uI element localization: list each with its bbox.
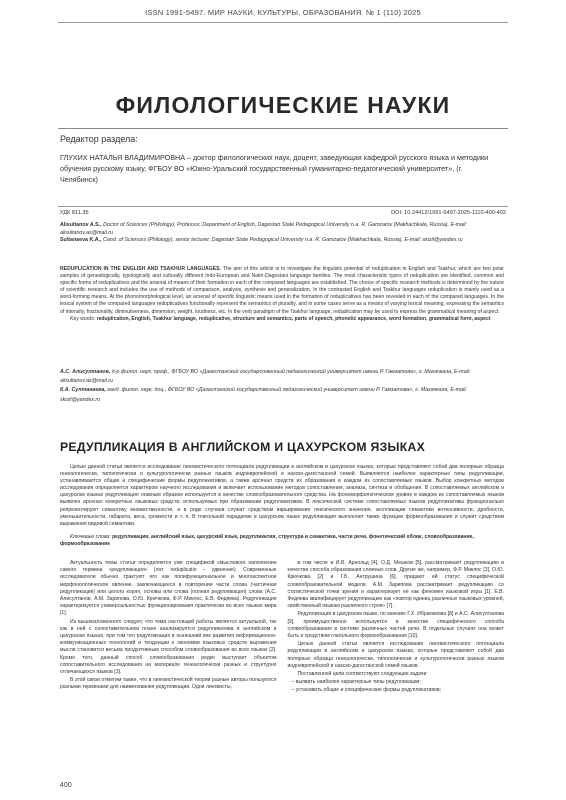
article-title: РЕДУПЛИКАЦИЯ В АНГЛИЙСКОМ И ЦАХУРСКОМ ЯЗЫКАХ	[60, 440, 426, 454]
author-en-1-name: Alisultanov A.S.,	[60, 222, 102, 228]
doi-link[interactable]: DOI: 10.24412/1991-5497-2025-1110-400-402	[391, 210, 506, 216]
task-list-item: – выявить наиболее характерные типы редупликации;	[291, 679, 421, 686]
editor-label: Редактор раздела:	[60, 134, 138, 144]
author-en-1-details: Doctor of Sciences (Philology), Professor, Department of English, Dagestan State Pedagogical University n.a. R. Gamzatov (Makhachkala, Russia), E-mail: alisultanov.as@mail.ru	[60, 222, 467, 236]
keywords-en-label: Key words:	[70, 315, 96, 322]
body-paragraph: Актуальность темы статьи определяется уже спецификой смыслового наполнения самого термина «редупликация» (лат. reduplicatio – удвоение). Современные исследователи обычно трактуют его как полифункциональное и многоаспектное морфонологическое явление, заключающееся в повторении части слова (частичная редупликация) или целого корня, основы или слова (полная редупликация) слова (А.С. Алисултанов, А.М. Зарипова, О.Ю. Крючкова, Ф.Р. Миклос, Е.В. Федяева). Редупликация характеризуется универсальностью функционирования практически во всех языках мира [1].	[60, 560, 277, 617]
section-title: ФИЛОЛОГИЧЕСКИЕ НАУКИ	[115, 92, 451, 118]
udc-code: УДК 811.35	[60, 210, 89, 216]
body-columns	[60, 560, 504, 696]
author-en-1	[60, 222, 504, 237]
author-ru-2-name: К.А. Султанаева,	[60, 387, 106, 394]
keywords-ru-text: редупликация, английский язык, цахурский язык, редупликатив, структура и семантика, части речи, фонетический облик, словообразование, формообразование	[60, 534, 474, 548]
author-ru-2	[60, 386, 504, 404]
body-paragraph: Редупликация в цахурском языке, по мнению Г.Х. Ибрагимова [8] и А.С. Алисултанова [9], преимущественно используется в качестве специфического способа словообразования в системе различных частей речи. В отдельных случаях она может быть и средством глагольного формообразования [10].	[287, 611, 504, 640]
authors-english	[60, 222, 504, 245]
abstract-english	[60, 266, 504, 323]
body-column-left	[60, 560, 277, 696]
keywords-russian	[60, 534, 504, 548]
abstract-en-title: REDUPLICATION IN THE ENGLISH AND TSAKHUR LANGUAGES.	[60, 266, 221, 272]
body-paragraph: В этой связи отметим также, что в лингвистической теории разные авторы пользуются разными терминами для наименования редупликации. Одни лингвисты,	[60, 677, 277, 691]
keywords-ru-label: Ключевые слова:	[70, 534, 111, 540]
keywords-en	[60, 316, 504, 323]
keywords-en-text: reduplication, English, Tsakhur language, reduplicative, structure and semantics, parts of speech, phonetic appearance, word formation, grammatical form, aspect	[95, 315, 491, 322]
author-ru-1-name: А.С. Алисултанов,	[60, 369, 111, 375]
editor-text: ГЛУХИХ НАТАЛЬЯ ВЛАДИМИРОВНА – доктор филологических наук, доцент, заведующая кафедрой русского языка и методики обучения русскому языку, ФГБОУ ВО «Южно-Уральский государственный гуманитарно-педагогический университет», (г. Челябинск)	[60, 153, 489, 184]
author-ru-1-details: д-р филол. наук, проф., ФГБОУ ВО «Дагестанский государственный педагогический университет имени Р. Гамзатова», г. Махачкала, E-mail: alisultanov.as@mail.ru	[60, 369, 471, 385]
task-list-item: – установить общие и специфические формы редупликативов;	[291, 687, 442, 694]
page-number: 400	[60, 782, 72, 789]
author-en-2	[60, 237, 504, 245]
author-en-2-details: Cand. of Sciences (Philology), senior lecturer, Dagestan State Pedagogical University n.a. R. Gamzatov (Makhachkala, Russia), E-mail: skizil@yandex.ru	[101, 237, 463, 243]
author-ru-1	[60, 368, 504, 386]
journal-header: ISSN 1991-5497. МИР НАУКИ, КУЛЬТУРЫ, ОБРАЗОВАНИЯ. № 1 (110) 2025	[145, 8, 421, 17]
body-paragraph: Из вышеизложенного следует, что тема настоящей работы является актуальной, так как в ней с сопоставительном плане анализируется редупликатива в английском и цахурском языках, при том что редупликация в нынешний век развития информационно-коммуникационных технологий и тенденции к экономии языковых средств выражения мысли становится весьма продуктивным способом словообразования во всех языках [2]. Кроме того, данный способ словообразования редко выступает объектом сопоставительного исследования на материале генеалогически разных и структурно отличающихся языков [3].	[60, 618, 277, 676]
author-en-2-name: Sultanaeva K.A.,	[60, 237, 102, 243]
body-paragraph: Целью данной статьи является исследование лингвистического потенциала редупликации в английском и цахурском языках, которые представляют собой два полярных образца генеалогически, типологически и культурологически разных языков индоевропейской и нахско-дагестанской семей языков.	[287, 641, 504, 669]
body-paragraph: Поставленной цели соответствуют следующие задачи:	[297, 671, 428, 678]
abstract-en-body	[60, 266, 504, 316]
body-column-right	[288, 560, 505, 696]
authors-russian	[60, 368, 504, 405]
header-divider	[58, 22, 508, 23]
abstract-en-text: The aim of this article is to investigate the linguistic potential of reduplication in English and Tsakhur, which are two polar samples of genealogically, typologically and culturally different Indo-European and Nakh-Dagestani language families. The most characteristic types of reduplication are identified, common and specific forms of reduplicatives and the arsenal of means of their formation in each of the compared languages are established. The choice of specific research methods is determined by the nature of scientific research and includes the use of methods of comparison, analysis, synthesis and generalization. In the contrasted English and Tsakhur languages reduplication is mainly used as a word-forming means. At the phonomorphological level, an arsenal of specific linguistic means used in the formation of reduplicatives has been revealed in each of the compared languages. In the lexical system of the compared languages reduplicatives functionally represent the semantics of plurality, and in some cases serve as a means of varying lexical meaning, expressing the semantics of intensity, fractionality, diminutiveness, dimension, weight, loudness, etc. In the verb paradigm of the Tsakhur language, reduplication may be used to express the grammatical meaning of aspect.	[60, 266, 505, 315]
author-ru-2-details: канд. филол. наук, доц., ФГБОУ ВО «Дагестанский государственный педагогический университет имени Р. Гамзатова», г. Махачкала, E-mail: skizil@yandex.ru	[60, 387, 467, 403]
abstract-russian: Целью данной статьи является исследование лингвистического потенциала редупликации в английском и цахурском языках, которые представляют собой два полярных образца генеалогически, типологически и культурологически разных языков индоевропейской и нахско-дагестанской семей. Выявляются наиболее характерные типы редупликации, устанавливаются общие и специфические формы редупликативов, а также арсенал средств их образования в каждом из сопоставляемых языков. Выбор конкретных методов исследования определяется характером научного исследования и включает использование методов сопоставления, анализа, синтеза и обобщения. В сопоставляемых английском и цахурском языках редупликация главным образом используется в качестве словообразовательного средства. На фономорфологическом уровне в каждом из сопоставляемых языков выявлен арсенал конкретных языковых средств, используемых при образовании редупликативов. В лексической системе сопоставляемых языков редупликативы функционально репрезентируют семантику множественности, а в ряде случаев служат средством варьирования лексического значения, экспликации семантики интенсивности, дробности, уменьшительности, габарита, веса, громкости и т. п. В глагольной парадигме в цахурском языке редупликация выполняет также функцию формообразования и служит средством выражения видовой семантики.	[60, 464, 504, 527]
body-paragraph: в том числе и И.В. Арнольд [4], О.Д. Мешков [5], рассматривают редупликацию в качестве способа образования сложных слов. Другие же, например, Ф.Р. Миклос [3], О.Ю. Крючкова [2] и Г.Б. Антрушина [6], придают ей статус специфической словообразовательной модели. А.М. Зарипова рассматривает редупликацию со статистической точки зрения и характеризует её как феномен языковой игры [1]. Е.В. Федяева квалифицирует редупликацию как «повтор единиц различных языковых уровней, свойственный языкам различного строя» [7].	[287, 560, 504, 610]
section-divider	[58, 128, 508, 129]
meta-divider	[58, 206, 508, 207]
